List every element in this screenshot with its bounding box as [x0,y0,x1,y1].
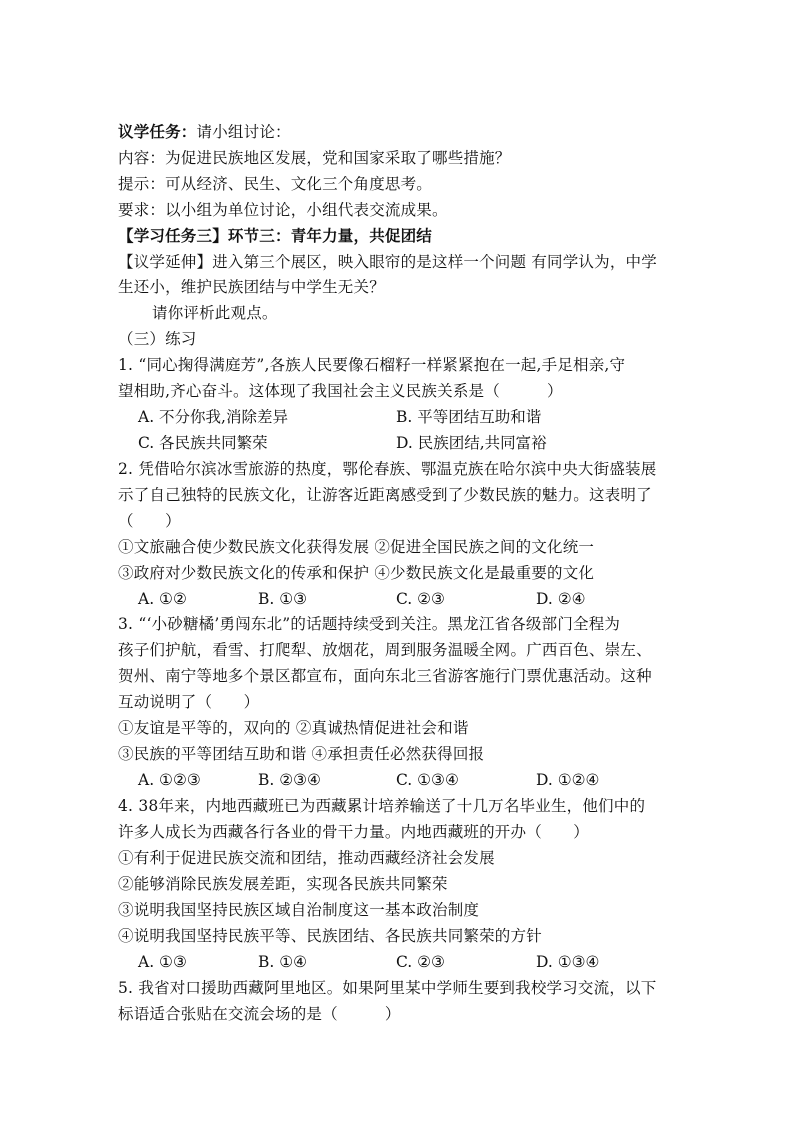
question-2-option-d: D. ②④ [536,590,586,608]
question-4-option-d: D. ①③④ [536,953,600,971]
question-1-option-c: C. 各民族共同繁荣 [138,434,268,452]
question-2-option-b: B. ①③ [258,590,308,608]
question-3-line-3: 贺州、南宁等地多个景区都宣布，面向东北三省游客施行门票优惠活动。这种 [118,667,652,685]
question-3-option-c: C. ①③④ [396,771,459,789]
question-4-line-2: 许多人成长为西藏各行各业的骨干力量。内地西藏班的开办（ ） [118,823,590,841]
question-2-statement-1: ①文旅融合使少数民族文化获得发展 ②促进全国民族之间的文化统一 [118,538,595,556]
discussion-requirement: 要求：以小组为单位讨论，小组代表交流成果。 [118,201,448,219]
discussion-task-line [118,122,291,142]
question-1-option-b: B. 平等团结互助和谐 [396,408,542,426]
task3-prompt: 请你评析此观点。 [152,304,278,322]
question-1-option-a: A. 不分你我,消除差异 [138,408,288,426]
question-3-option-b: B. ②③④ [258,771,321,789]
task3-heading: 【学习任务三】环节三：青年力量，共促团结 [118,226,433,245]
question-3-option-d: D. ①②④ [536,771,600,789]
task3-extension-line2: 生还小，维护民族团结与中学生无关？ [118,278,385,296]
discussion-task-prefix: 议学任务： [118,122,197,141]
question-5-line-2: 标语适合张贴在交流会场的是（ ） [118,1005,401,1023]
question-1-line-1: 1. “同心掬得满庭芳”,各族人民要像石榴籽一样紧紧抱在一起,手足相亲,守 [118,356,626,374]
question-4-option-b: B. ①④ [258,953,308,971]
question-4-statement-1: ①有利于促进民族交流和团结，推动西藏经济社会发展 [118,849,495,867]
question-2-line-1: 2. 凭借哈尔滨冰雪旅游的热度，鄂伦春族、鄂温克族在哈尔滨中央大街盛装展 [118,460,657,478]
question-2-option-a: A. ①② [138,590,187,608]
question-1-option-d: D. 民族团结,共同富裕 [396,434,547,452]
question-4-option-c: C. ②③ [396,953,445,971]
discussion-task-text: 请小组讨论： [196,123,291,141]
question-2-line-2: 示了自己独特的民族文化，让游客近距离感受到了少数民族的魅力。这表明了 [118,486,652,504]
question-5-line-1: 5. 我省对口援助西藏阿里地区。如果阿里某中学师生要到我校学习交流，以下 [118,979,657,997]
practice-heading: （三）练习 [118,330,197,348]
discussion-content: 内容：为促进民族地区发展，党和国家采取了哪些措施？ [118,149,511,167]
discussion-hint: 提示：可从经济、民生、文化三个角度思考。 [118,175,433,193]
question-3-statement-2: ③民族的平等团结互助和谐 ④承担责任必然获得回报 [118,745,485,763]
question-4-statement-3: ③说明我国坚持民族区域自治制度这一基本政治制度 [118,901,480,919]
task3-extension-line1: 【议学延伸】进入第三个展区，映入眼帘的是这样一个问题 有同学认为，中学 [118,253,657,271]
question-1-line-2: 望相助,齐心奋斗。这体现了我国社会主义民族关系是（ ） [118,382,563,400]
question-2-line-3: （ ） [118,512,181,530]
question-3-statement-1: ①友谊是平等的，双向的 ②真诚热情促进社会和谐 [118,719,469,737]
question-3-line-1: 3. “‘小砂糖橘’勇闯东北”的话题持续受到关注。黑龙江省各级部门全程为 [118,615,621,633]
question-4-option-a: A. ①③ [138,953,187,971]
question-3-line-2: 孩子们护航，看雪、打爬犁、放烟花，周到服务温暖全网。广西百色、崇左、 [118,641,652,659]
question-4-statement-4: ④说明我国坚持民族平等、民族团结、各民族共同繁荣的方针 [118,927,542,945]
question-2-statement-2: ③政府对少数民族文化的传承和保护 ④少数民族文化是最重要的文化 [118,564,595,582]
question-3-line-4: 互动说明了（ ） [118,693,260,711]
question-2-option-c: C. ②③ [396,590,445,608]
question-4-statement-2: ②能够消除民族发展差距，实现各民族共同繁荣 [118,875,448,893]
question-4-line-1: 4. 38年来，内地西藏班已为西藏累计培养输送了十几万名毕业生，他们中的 [118,797,646,815]
question-3-option-a: A. ①②③ [138,771,201,789]
